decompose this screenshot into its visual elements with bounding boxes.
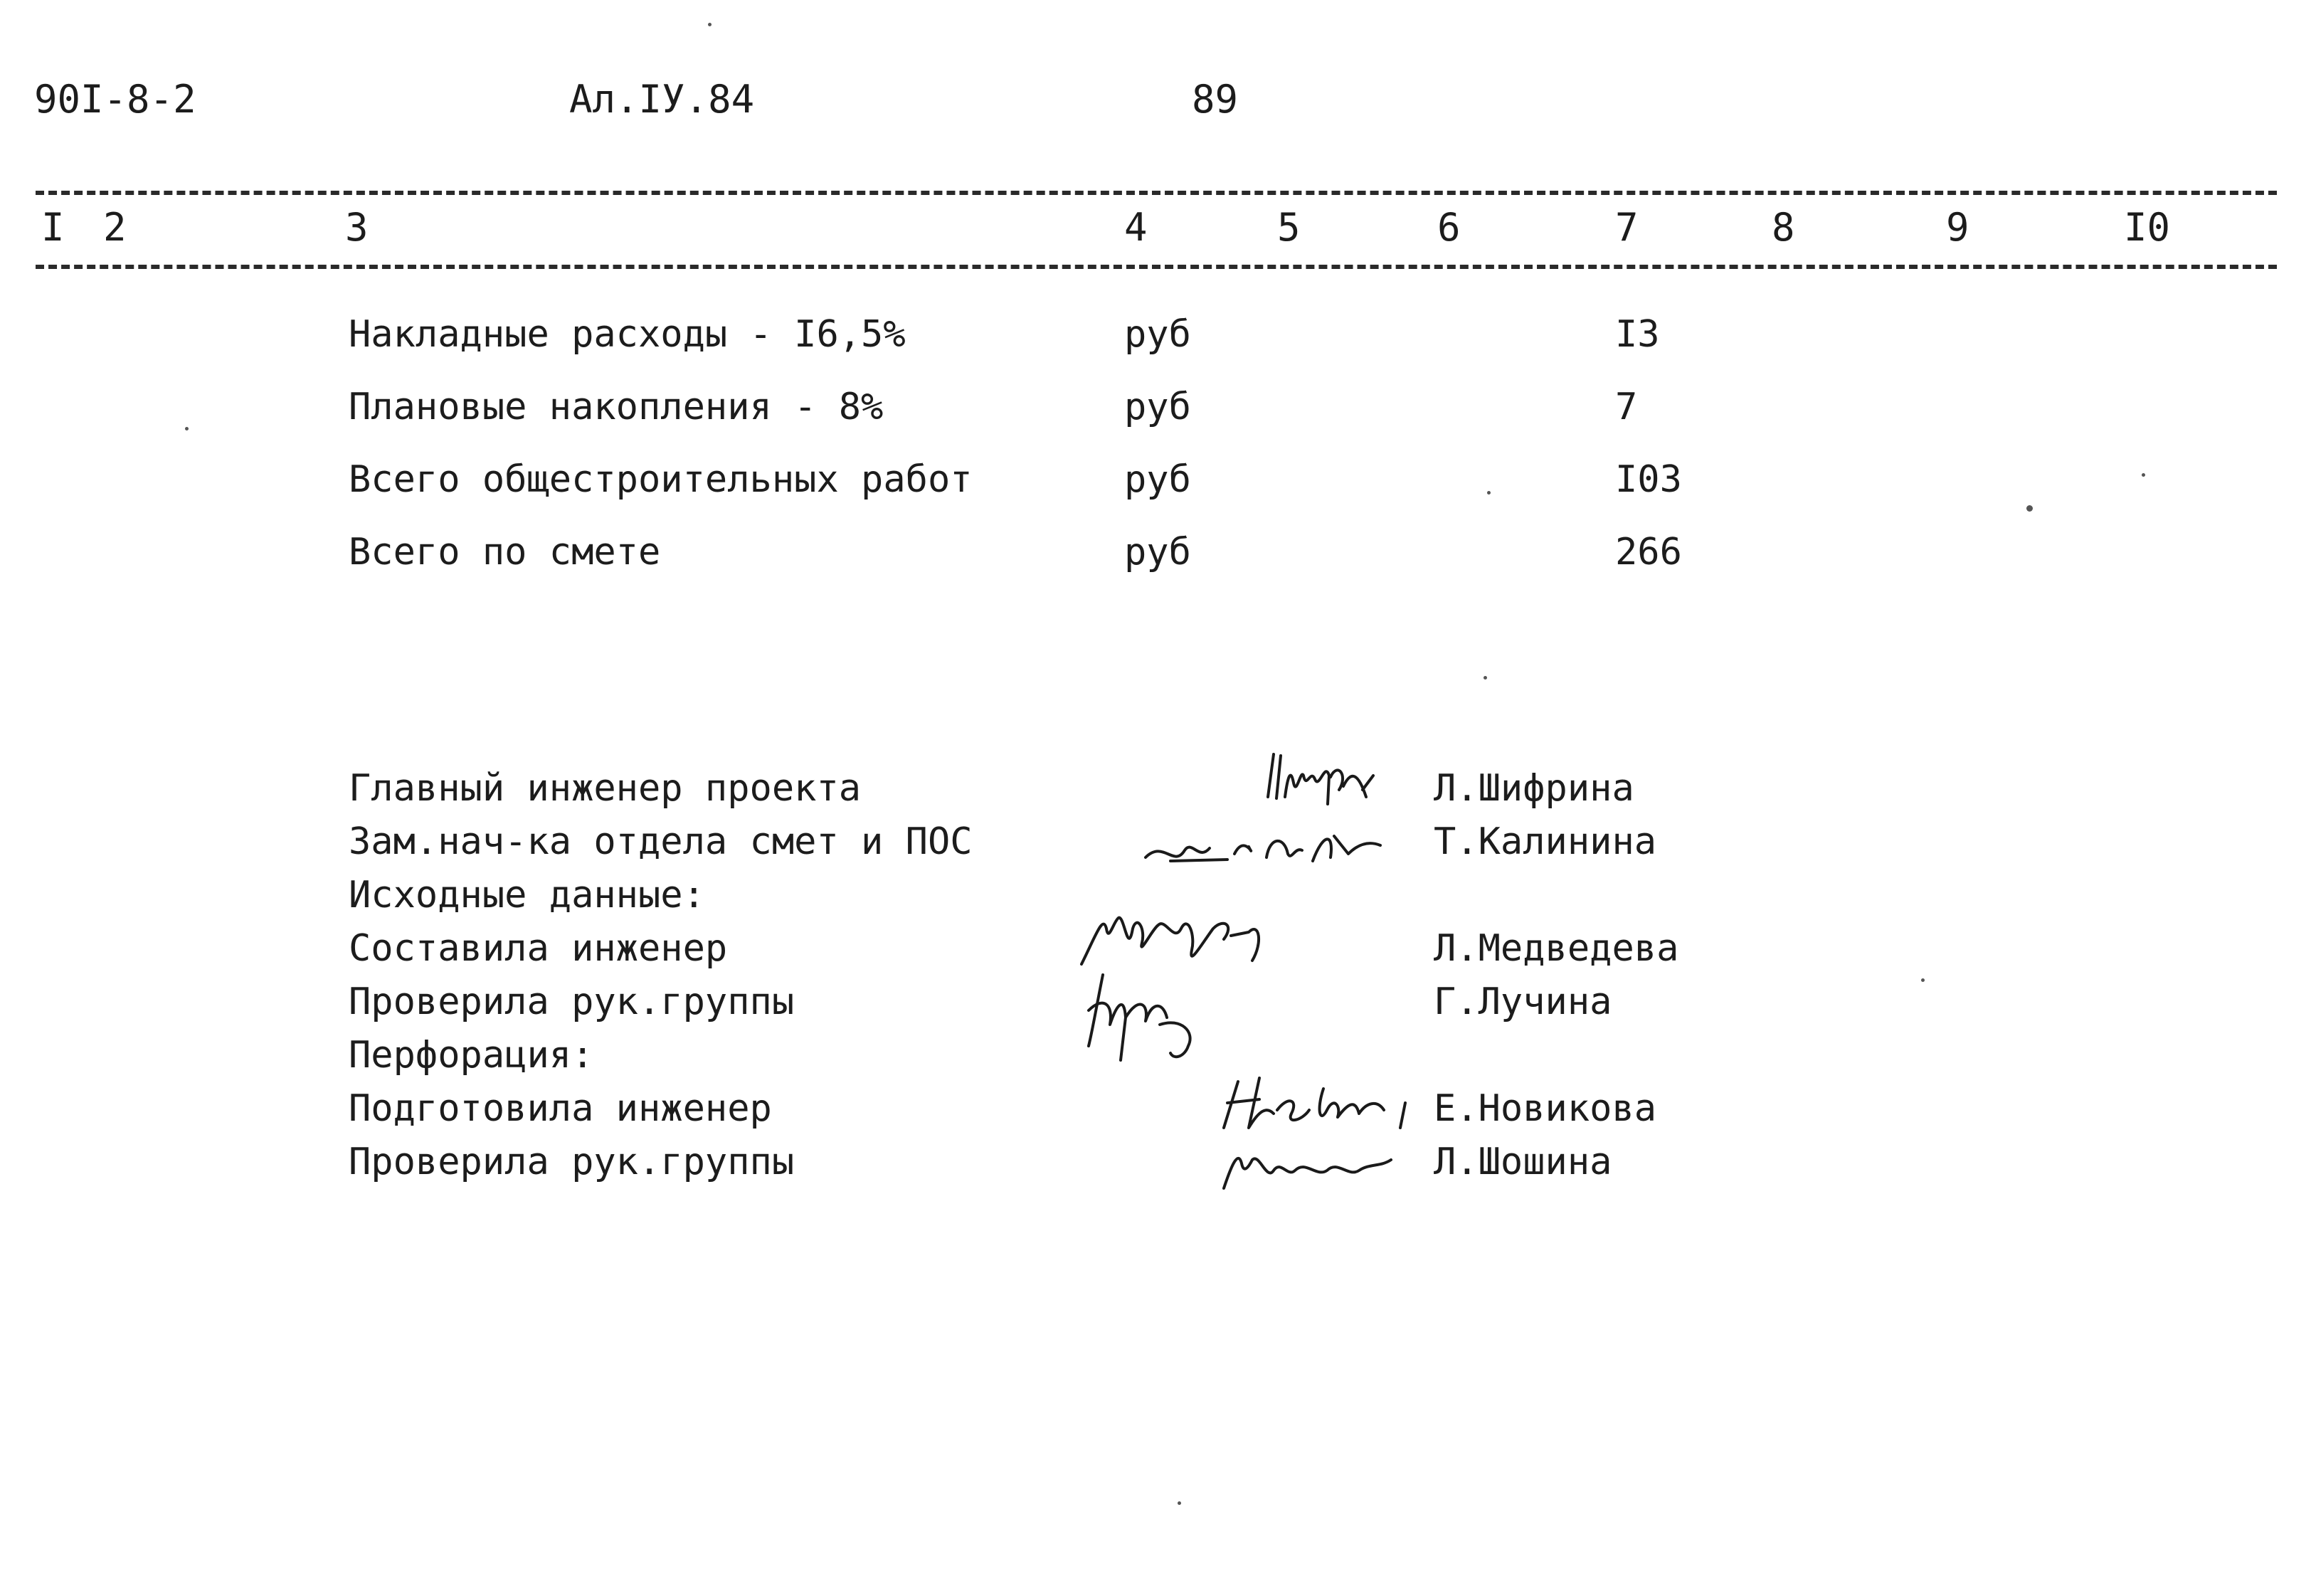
signature-novikova [1210, 1067, 1416, 1135]
row-description: Всего по смете [349, 531, 661, 574]
signature-medvedeva [1074, 900, 1274, 978]
approval-name: Л.Шифрина [1434, 767, 1634, 810]
section-label: Исходные данные: [349, 874, 705, 916]
column-number: I0 [2124, 205, 2171, 250]
approval-role: Составила инженер [349, 927, 728, 970]
scan-speck [185, 427, 189, 430]
approval-role: Проверила рук.группы [349, 981, 795, 1023]
approval-name: Л.Медведева [1434, 927, 1679, 970]
column-number: 3 [345, 205, 369, 250]
row-value: I03 [1615, 458, 1682, 501]
page-number: 89 [1192, 77, 1239, 122]
row-value: 7 [1615, 386, 1638, 428]
approval-name: Е.Новикова [1434, 1087, 1657, 1130]
signature-luchina [1082, 968, 1238, 1074]
approval-role: Подготовила инженер [349, 1087, 772, 1130]
column-number: I [41, 205, 65, 250]
album-reference: Ал.IУ.84 [569, 77, 755, 122]
column-number: 4 [1124, 205, 1148, 250]
row-value: 266 [1615, 531, 1682, 574]
row-description: Плановые накопления - 8% [349, 386, 884, 428]
row-value: I3 [1615, 313, 1660, 356]
column-number: 5 [1277, 205, 1301, 250]
signature-shifrina [1259, 747, 1380, 811]
scan-speck [1921, 978, 1925, 982]
column-number: 7 [1615, 205, 1639, 250]
signature-shoshina [1210, 1138, 1395, 1192]
signature-kalinina [1142, 818, 1384, 875]
scan-speck [1484, 676, 1487, 680]
scan-speck [2142, 473, 2145, 477]
document-code: 90I-8-2 [34, 77, 196, 122]
approval-name: Г.Лучина [1434, 981, 1612, 1023]
row-unit: руб [1124, 458, 1191, 501]
column-number: 8 [1772, 205, 1795, 250]
row-unit: руб [1124, 386, 1191, 428]
scan-speck [1178, 1501, 1181, 1505]
table-header-rule [36, 265, 2277, 269]
column-number: 2 [103, 205, 127, 250]
column-number: 6 [1437, 205, 1461, 250]
approval-role: Главный инженер проекта [349, 767, 862, 810]
scan-speck [1487, 491, 1491, 495]
row-description: Накладные расходы - I6,5% [349, 313, 906, 356]
scan-speck [2026, 505, 2033, 512]
table-top-rule [36, 191, 2277, 195]
approval-name: Т.Калинина [1434, 820, 1657, 863]
row-unit: руб [1124, 531, 1191, 574]
section-label: Перфорация: [349, 1034, 594, 1077]
approval-name: Л.Шошина [1434, 1141, 1612, 1183]
scan-speck [708, 23, 712, 26]
column-number: 9 [1946, 205, 1969, 250]
approval-role: Проверила рук.группы [349, 1141, 795, 1183]
row-description: Всего общестроительных работ [349, 458, 973, 501]
row-unit: руб [1124, 313, 1191, 356]
approval-role: Зам.нач-ка отдела смет и ПОС [349, 820, 973, 863]
